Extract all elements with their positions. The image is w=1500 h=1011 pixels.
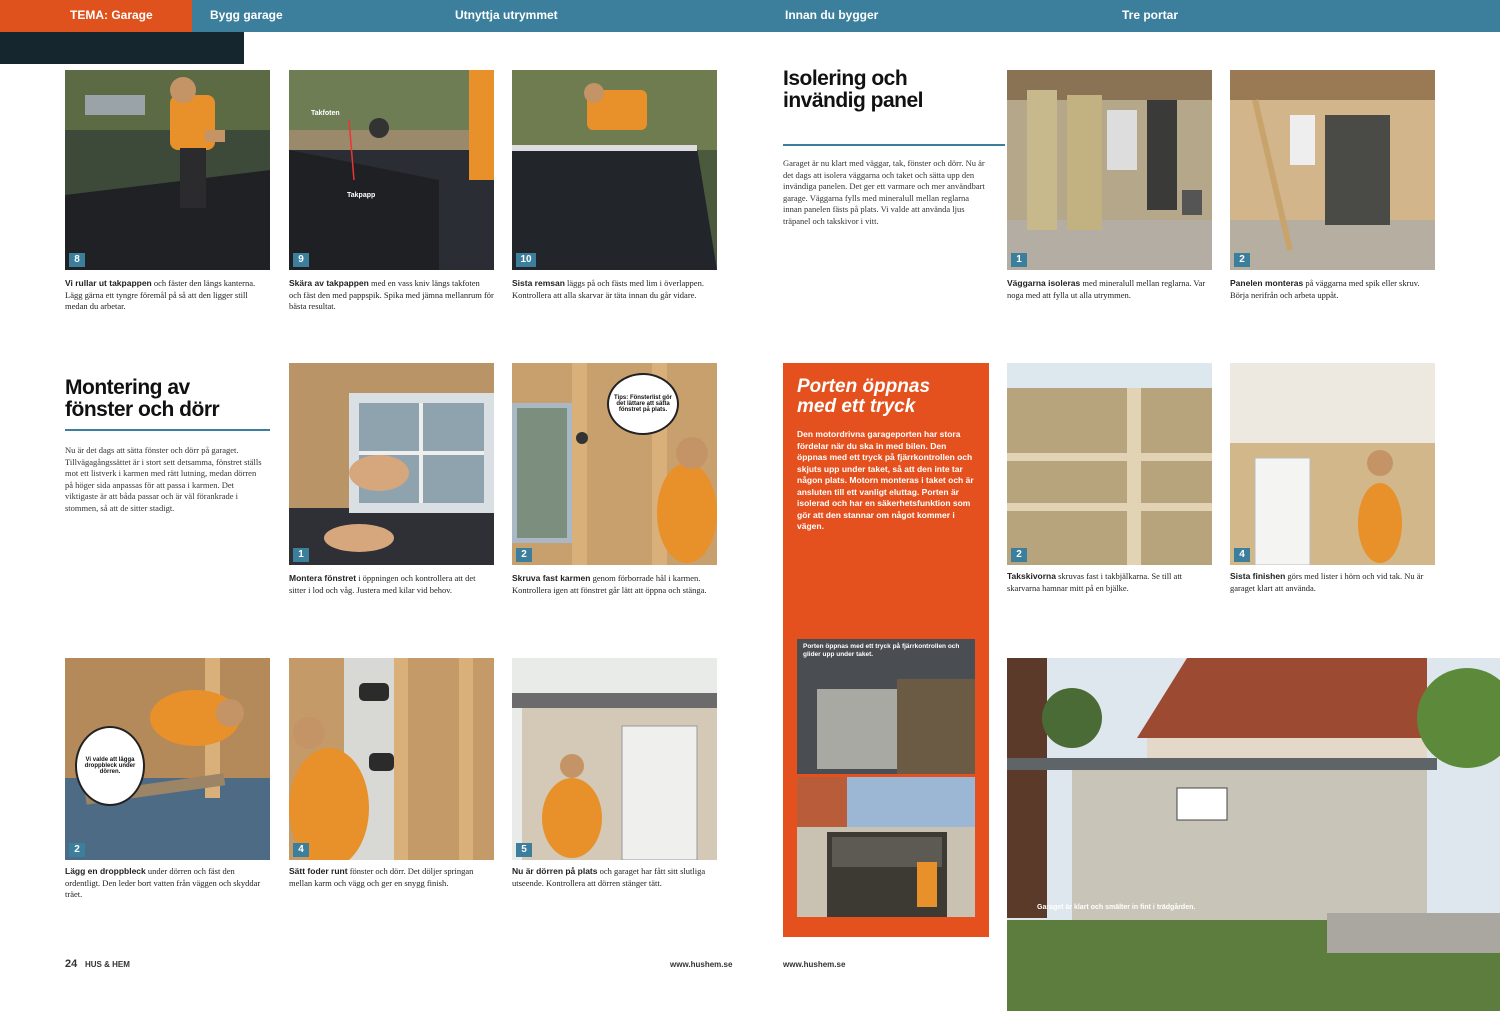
photo-door-3 <box>512 658 717 860</box>
step-number: 2 <box>1234 253 1250 267</box>
photo-finished-garage <box>1007 658 1500 1011</box>
photo-roof-step-10 <box>512 70 717 270</box>
section-heading-insulation: Isolering och invändig panel <box>783 67 924 112</box>
photo-insulation-2 <box>1230 70 1435 270</box>
caption-insulation-2: Panelen monteras på väggarna med spik eller skruv. Börja nerifrån och arbeta uppåt. <box>1230 278 1420 300</box>
photo-ceiling-2 <box>1230 363 1435 565</box>
photo-label-takfot: Takfoten <box>311 110 340 117</box>
sidebar-body: Den motordrivna garageporten har stora fördelar när du ska in med bilen. Den öppnas med ett tryck på fjärrkontrollen och skjuts upp under taket, så att den inte tar någon plats. Motorn monteras i taket och är ansluten till ett vanligt eluttag. Porten är isolerad och har en säkerhetsfunktion som gör att den stannar om något kommer i vägen. <box>797 429 974 531</box>
photo-roof-step-8 <box>65 70 270 270</box>
photo-label-takpapp: Takpapp <box>347 192 376 199</box>
photo-insulation-1 <box>1007 70 1212 270</box>
step-number: 2 <box>516 548 532 562</box>
photo-caption-finished: Garaget är klart och smälter in fint i trädgården. <box>1037 904 1196 911</box>
photo-roof-step-9 <box>289 70 494 270</box>
top-nav <box>0 0 1500 32</box>
caption-ceiling-2: Sista finishen görs med lister i hörn och vid tak. Nu är garaget klart att använda. <box>1230 571 1424 593</box>
sidebar-photo-2 <box>797 777 975 917</box>
sidebar-photo-1 <box>797 639 975 774</box>
nav-space: Utnyttja utrymmet <box>455 8 558 22</box>
page-number-left: 24 <box>65 958 78 970</box>
caption-door-3: Nu är dörren på plats och garaget har fått sitt slutliga utseende. Kontrollera att dörren stänger tätt. <box>512 866 706 888</box>
step-number: 2 <box>69 843 85 857</box>
caption-ceiling-1: Takskivorna skruvas fast i takbjälkarna. Se till att skarvarna hamnar mitt på en bjälke. <box>1007 571 1183 593</box>
section-rule <box>65 429 270 431</box>
caption-window-1: Montera fönstret i öppningen och kontrollera att det sitter i lod och våg. Justera med kilar vid behov. <box>289 573 476 595</box>
caption-step-9: Skära av takpappen med en vass kniv längs takfoten och fäst den med pappspik. Spika med jämna mellanrum för bästa resultat. <box>289 278 494 311</box>
photo-window-2 <box>512 363 717 565</box>
photo-door-1 <box>65 658 270 860</box>
step-number: 5 <box>516 843 532 857</box>
nav-build: Bygg garage <box>210 8 283 22</box>
step-number: 10 <box>516 253 536 267</box>
caption-step-10: Sista remsan läggs på och fästs med lim i överlappen. Kontrollera att alla skarvar är täta innan du går vidare. <box>512 278 704 300</box>
photo-window-1 <box>289 363 494 565</box>
section-body-windows: Nu är det dags att sätta fönster och dörr på garaget. Tillvägagångssättet är i stort sett detsamma, fönstret ställs mot ett listverk i karmen med rätt lutning, medan dörren på höger sida anpassas för att passa i karmen. Det viktigaste är att båda passar och är väl förankrade i stommen, så att de sitter stadigt. <box>65 445 262 513</box>
section-body-insulation: Garaget är nu klart med väggar, tak, fönster och dörr. Nu är det dags att isolera väggarna och taket och sätta upp den invändiga panelen. Det ger ett varmare och mer användbart garage. Väggarna fylls med mineralull mellan reglarna innan panelen fästs på plats. Vi valde att använda ljus träpanel och takskivor i vitt. <box>783 158 985 226</box>
photo-ceiling-1 <box>1007 363 1212 565</box>
caption-door-2: Sätt foder runt fönster och dörr. Det döljer springan mellan karm och vägg och ger en snygg finish. <box>289 866 474 888</box>
caption-door-1: Lägg en droppbleck under dörren och fäst den ordentligt. Den leder bort vatten från väggen och skyddar träet. <box>65 866 261 899</box>
nav-theme: TEMA: Garage <box>70 8 153 22</box>
sidebar-box-garage-door <box>783 363 989 937</box>
sidebar-title: Porten öppnas med ett tryck <box>797 376 931 417</box>
web-right: www.hushem.se <box>783 960 846 969</box>
caption-step-8: Vi rullar ut takpappen och fäster den längs kanterna. Lägg gärna ett tyngre föremål på så att den ligger still medan du arbetar. <box>65 278 256 311</box>
step-number: 4 <box>1234 548 1250 562</box>
tip-bubble: Tips: Fönsterlist gör det lättare att sätta fönstret på plats. <box>607 373 679 435</box>
step-number: 2 <box>1011 548 1027 562</box>
step-number: 4 <box>293 843 309 857</box>
caption-window-2: Skruva fast karmen genom förborrade hål i karmen. Kontrollera igen att fönstret går lätt att öppna och stänga. <box>512 573 707 595</box>
section-rule <box>783 144 1005 146</box>
step-number: 8 <box>69 253 85 267</box>
caption-insulation-1: Väggarna isoleras med mineralull mellan reglarna. Var noga med att fylla ut alla utrymmen. <box>1007 278 1206 300</box>
step-number: 1 <box>1011 253 1027 267</box>
step-number: 9 <box>293 253 309 267</box>
photo-door-2 <box>289 658 494 860</box>
nav-doors: Tre portar <box>1122 8 1179 22</box>
step-number: 1 <box>293 548 309 562</box>
nav-before: Innan du bygger <box>785 8 879 22</box>
magazine-name: HUS & HEM <box>85 960 130 969</box>
tip-bubble: Vi valde att lägga droppbleck under dörren. <box>75 726 145 806</box>
nav-section-block <box>0 32 244 64</box>
web-left: www.hushem.se <box>670 960 733 969</box>
sidebar-photo-caption: Porten öppnas med ett tryck på fjärrkontrollen och glider upp under taket. <box>803 643 960 658</box>
section-heading-windows: Montering av fönster och dörr <box>65 376 220 421</box>
